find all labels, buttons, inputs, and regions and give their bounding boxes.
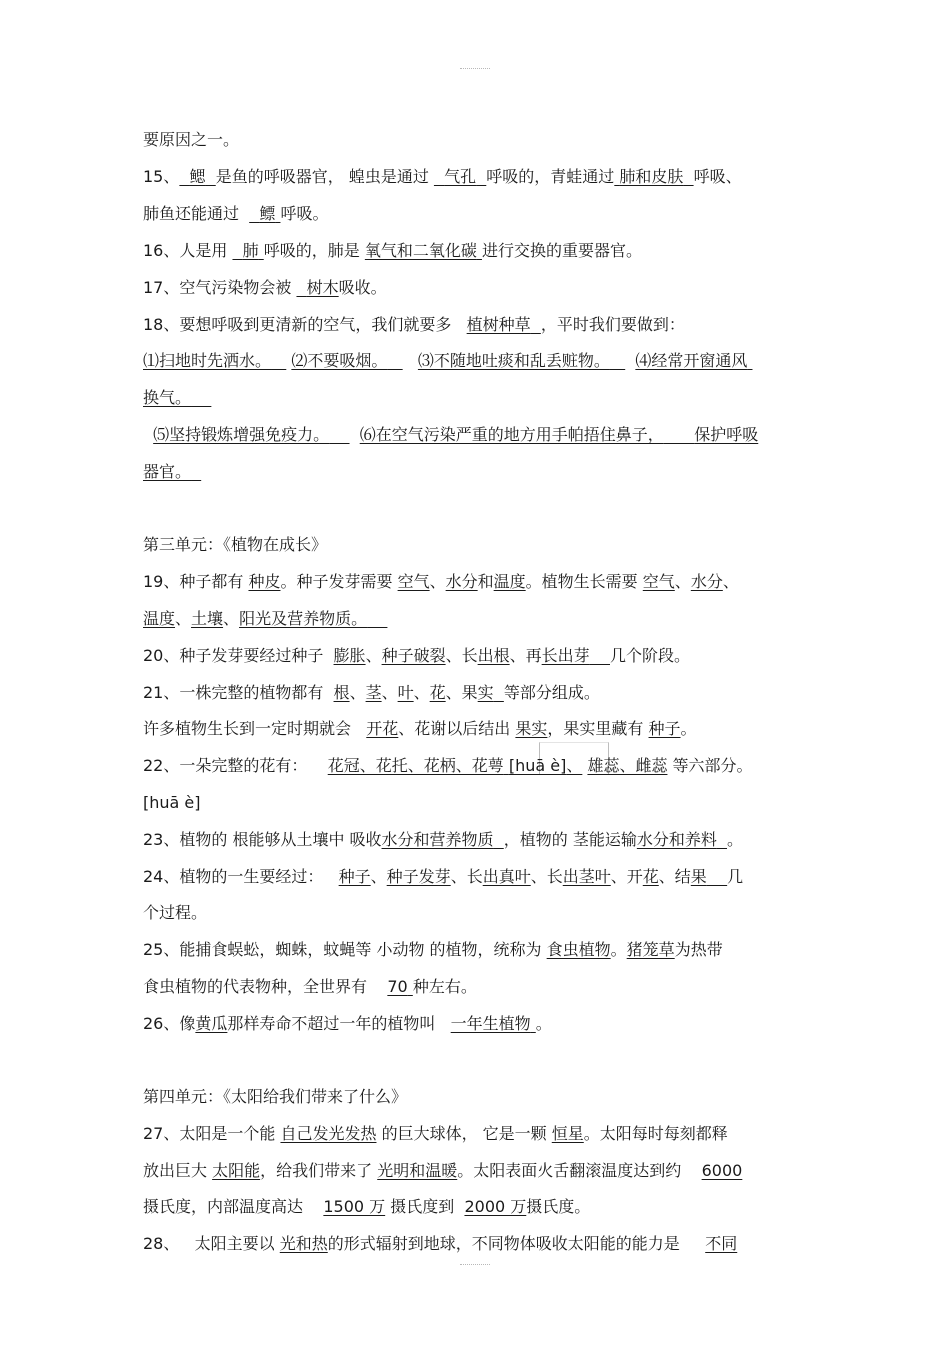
answer-blank: ⑷经常开窗通风 (635, 351, 748, 370)
answer-blank: 膨胀 (333, 646, 366, 665)
text-run: 是鱼的呼吸器官， 蝗虫是通过 (215, 167, 429, 186)
answer-blank: 出根 (477, 646, 510, 665)
answer-blank: ⑸坚持锻炼增强免疫力。 (153, 425, 330, 444)
answer-blank: 种子 (338, 867, 371, 886)
question-15 (143, 166, 813, 188)
answer-blank: 根 (333, 683, 350, 702)
answer-blank: 换气。 (143, 388, 192, 407)
text-run: 呼吸的，青蛙通过 (486, 167, 615, 186)
text-line: 食虫植物的代表物种，全世界有 70 种左右。 (143, 977, 477, 996)
answer-blank: 花 (429, 683, 446, 702)
answer-blank: 叶 (397, 683, 414, 702)
text-line: 摄氏度，内部温度高达 1500 万 摄氏度到 2000 万摄氏度。 (143, 1197, 591, 1216)
question-17 (143, 277, 813, 299)
answer-blank: 出真叶 (482, 867, 531, 886)
text-line (143, 461, 813, 483)
text-run: 18、要想呼吸到更清新的空气，我们就要多 (143, 315, 452, 334)
answer-blank: 2000 万 (464, 1197, 527, 1216)
text-run: ，平时我们要做到： (540, 315, 685, 334)
text-run: 16、人是用 (143, 241, 228, 260)
question-21: 21、一株完整的植物都有 根、茎、叶、花、果实 等部分组成。 (143, 683, 600, 702)
answer-blank: 阳光及营养物质。 (239, 609, 368, 628)
text-line (143, 350, 813, 372)
section-heading-unit-3 (143, 534, 813, 556)
answer-blank: 树木 (306, 278, 339, 297)
answer-blank: 花 (642, 867, 659, 886)
answer-blank: 水分 (445, 572, 478, 591)
answer-blank: 光和热 (279, 1234, 328, 1253)
answer-blank: 空气 (642, 572, 675, 591)
text-run: 肺鱼还能通过 (143, 204, 240, 223)
answer-blank: 自己发光发热 (280, 1124, 377, 1143)
answer-blank: 种子破裂 (381, 646, 446, 665)
answer-blank: 肺 (242, 241, 259, 260)
text-run: 第四单元：《太阳给我们带来了什么》 (143, 1087, 408, 1106)
text-run: 17、空气污染物会被 (143, 278, 292, 297)
answer-blank: 水分和养料 (636, 830, 717, 849)
answer-blank: 黄瓜 (195, 1014, 228, 1033)
answer-blank: 长出芽 (541, 646, 590, 665)
text-run: 呼吸。 (280, 204, 329, 223)
answer-blank: 不同 (705, 1234, 738, 1253)
question-23: 23、植物的 根能够从土壤中 吸收水分和营养物质 ，植物的 茎能运输水分和养料 。 (143, 830, 744, 849)
text-line: 放出巨大 太阳能，给我们带来了 光明和温暖。太阳表面火舌翻滚温度达到约 6000 (143, 1161, 743, 1180)
page-bottom-marker (460, 1264, 490, 1265)
answer-blank: 水分和营养物质 (381, 830, 494, 849)
pinyin-note (143, 792, 813, 814)
answer-blank: 70 (387, 977, 408, 996)
text-run: 呼吸的，肺是 (263, 241, 360, 260)
question-22: 22、一朵完整的花有： 花冠、花托、花柄、花萼 [huā è]、 雄蕊、雌蕊 等六部分。 (143, 756, 753, 775)
page-top-marker (460, 68, 490, 69)
text-run: 第三单元：《植物在成长》 (143, 535, 328, 554)
text-run: 吸收。 (338, 278, 387, 297)
answer-blank: ⑶不随地吐痰和乱丢赃物。 (417, 351, 610, 370)
text-line (143, 902, 813, 924)
answer-blank: 空气 (397, 572, 430, 591)
text-line (143, 424, 813, 446)
answer-blank: 器官。 (143, 462, 192, 481)
answer-blank: ⑹在空气污染严重的地方用手帕捂住鼻子， 保护呼吸 (359, 425, 759, 444)
answer-blank: 植树种草 (466, 315, 531, 334)
text-line (143, 387, 813, 409)
text-run: 个过程。 (143, 903, 208, 922)
answer-blank: 光明和温暖 (377, 1161, 458, 1180)
answer-blank: 种子发芽 (386, 867, 451, 886)
answer-blank: 花冠、花托、花柄、花萼 [huā è]、 (327, 756, 583, 775)
text-line: 许多植物生长到一定时期就会 开花、花谢以后结出 果实，果实里藏有 种子。 (143, 719, 697, 738)
answer-blank: 猪笼草 (626, 940, 675, 959)
answer-blank: 气孔 (444, 167, 477, 186)
text-run: 进行交换的重要器官。 (481, 241, 642, 260)
question-24: 24、植物的一生要经过： 种子、种子发芽、长出真叶、长出茎叶、开花、结果 几 (143, 867, 744, 886)
text-line: 温度、土壤、阳光及营养物质。 (143, 608, 813, 630)
question-28: 28、 太阳主要以 光和热的形式辐射到地球，不同物体吸收太阳能的能力是 不同 (143, 1234, 738, 1253)
answer-blank: 肺和皮肤 (619, 167, 684, 186)
answer-blank: 开花 (366, 719, 399, 738)
text-line (143, 129, 813, 151)
text-line (143, 203, 813, 225)
answer-blank: 6000 (701, 1161, 743, 1180)
answer-blank: 鳔 (259, 204, 276, 223)
answer-blank: 果 (690, 867, 707, 886)
answer-blank: 太阳能 (212, 1161, 261, 1180)
question-20: 20、种子发芽要经过种子 膨胀、种子破裂、长出根、再长出芽 几个阶段。 (143, 646, 691, 665)
answer-blank: ⑴扫地时先洒水。 (143, 351, 272, 370)
answer-blank: 食虫植物 (546, 940, 611, 959)
answer-blank: 雄蕊、雌蕊 (587, 756, 668, 775)
question-26: 26、像黄瓜那样寿命不超过一年的植物叫 一年生植物 。 (143, 1014, 552, 1033)
answer-blank: 水分 (690, 572, 723, 591)
answer-blank: 种皮 (248, 572, 281, 591)
question-16 (143, 240, 813, 262)
section-heading-unit-4 (143, 1086, 813, 1108)
answer-blank: 鳃 (189, 167, 206, 186)
text-run: 呼吸、 (693, 167, 742, 186)
answer-blank: 茎 (365, 683, 382, 702)
answer-blank: 一年生植物 (450, 1014, 531, 1033)
answer-blank: 氧气和二氧化碳 (364, 241, 477, 260)
answer-blank: 种子 (648, 719, 681, 738)
text-run: 要原因之一。 (143, 130, 240, 149)
answer-blank: 1500 万 (323, 1197, 386, 1216)
answer-blank: 恒星 (551, 1124, 584, 1143)
question-19: 19、种子都有 种皮。种子发芽需要 空气、水分和温度。植物生长需要 空气、水分、 (143, 572, 739, 591)
question-25: 25、能捕食蜈蚣，蜘蛛，蚊蝇等 小动物 的植物，统称为 食虫植物。猪笼草为热带 (143, 940, 723, 959)
question-18 (143, 314, 813, 336)
answer-blank: 温度 (143, 609, 176, 628)
answer-blank: 出茎叶 (562, 867, 611, 886)
answer-blank: 温度 (493, 572, 526, 591)
answer-blank: 果实 (515, 719, 548, 738)
question-27: 27、太阳是一个能 自己发光发热 的巨大球体， 它是一颗 恒星。太阳每时每刻都释 (143, 1124, 728, 1143)
text-run: [huā è] (143, 793, 201, 812)
answer-blank: ⑵不要吸烟。 (291, 351, 388, 370)
answer-blank: 实 (477, 683, 494, 702)
answer-blank: 土壤 (191, 609, 224, 628)
text-run: 15、 (143, 167, 180, 186)
